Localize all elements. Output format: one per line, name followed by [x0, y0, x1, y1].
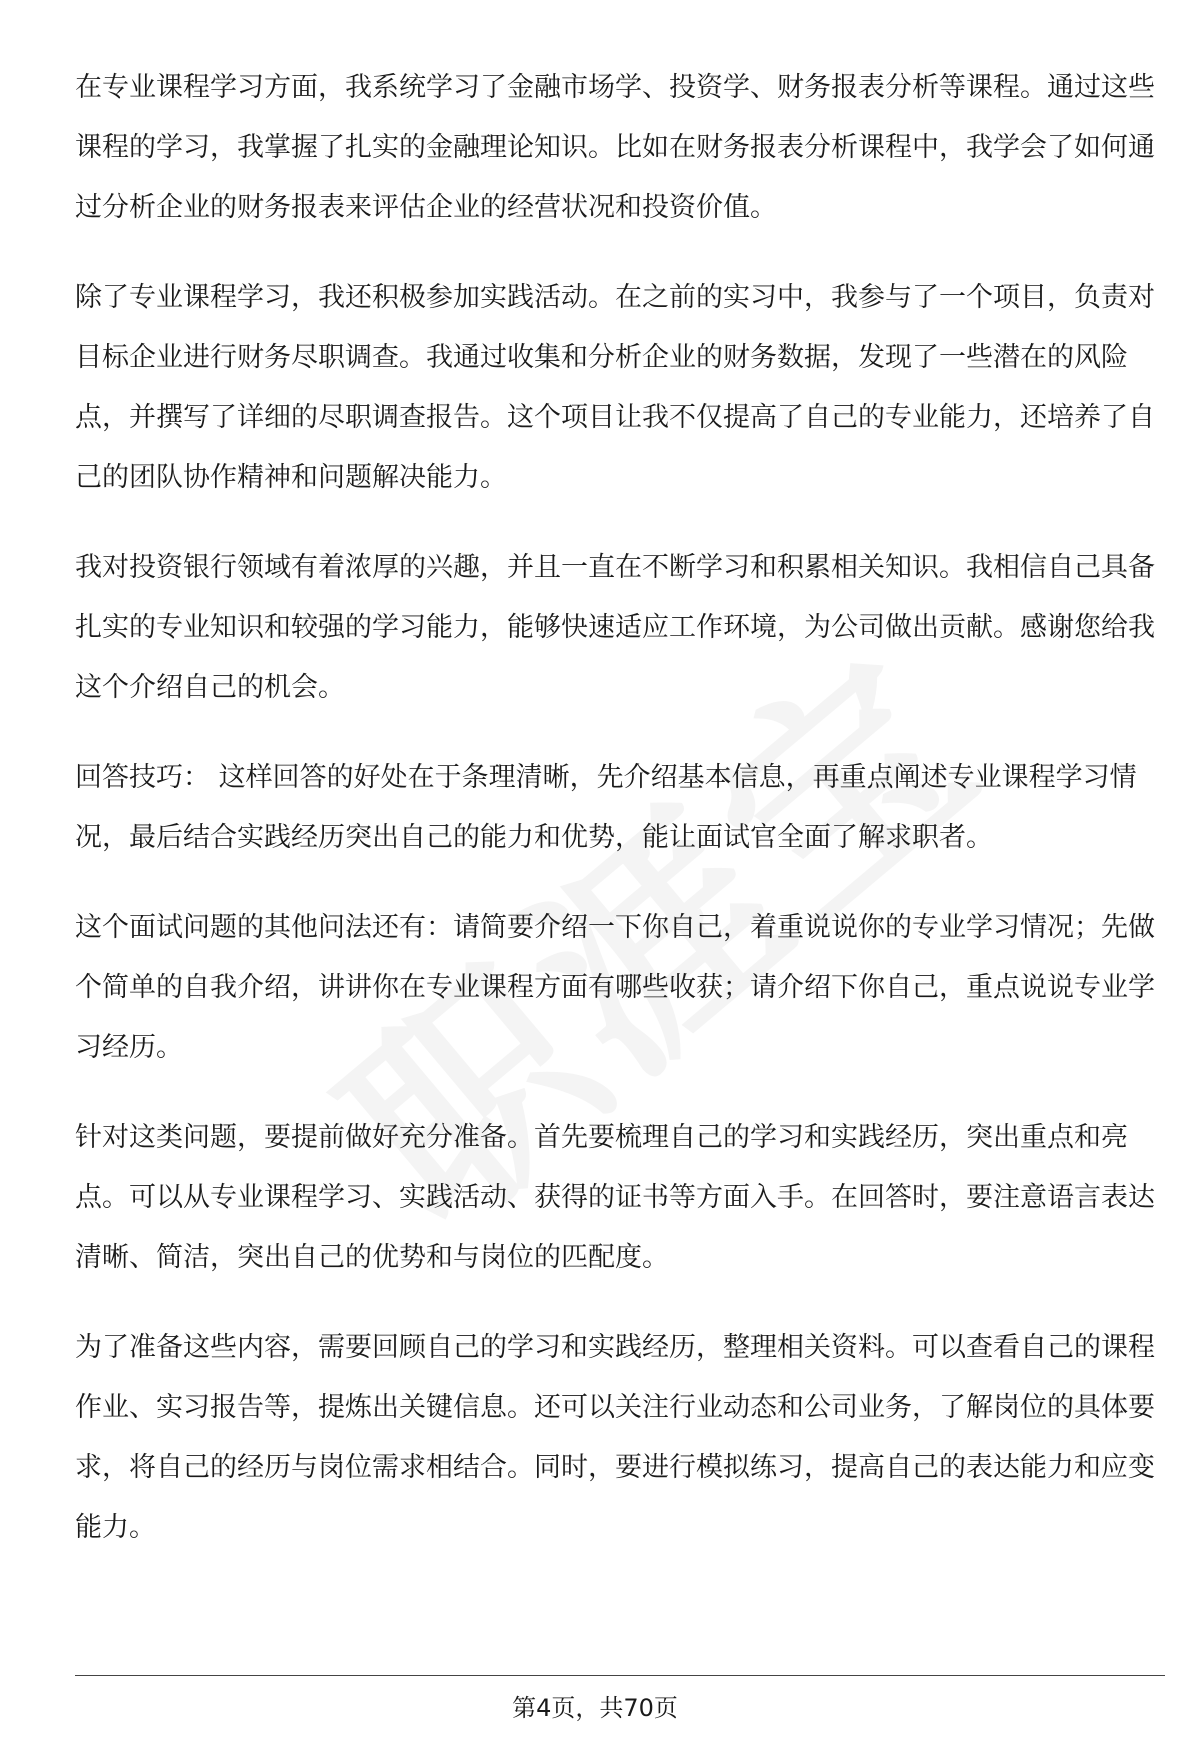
paragraph-preparation: 针对这类问题，要提前做好充分准备。首先要梳理自己的学习和实践经历，突出重点和亮点。可以从专业课程学习、实践活动、获得的证书等方面入手。在回答时，要注意语言表达清晰、简洁，突出自己的优势和与岗位的匹配度。	[75, 1122, 1155, 1273]
page-number: 第4页，共70页	[512, 1694, 678, 1722]
paragraph-alternate-questions: 这个面试问题的其他问法还有：请简要介绍一下你自己，着重说说你的专业学习情况；先做个简单的自我介绍，讲讲你在专业课程方面有哪些收获；请介绍下你自己，重点说说专业学习经历。	[75, 912, 1155, 1063]
footer-divider	[75, 1675, 1165, 1676]
paragraph-answer-tips: 回答技巧： 这样回答的好处在于条理清晰，先介绍基本信息，再重点阐述专业课程学习情况，最后结合实践经历突出自己的能力和优势，能让面试官全面了解求职者。	[75, 762, 1137, 853]
paragraph-interest: 我对投资银行领域有着浓厚的兴趣，并且一直在不断学习和积累相关知识。我相信自己具备扎实的专业知识和较强的学习能力，能够快速适应工作环境，为公司做出贡献。感谢您给我这个介绍自己的机会。	[75, 552, 1155, 703]
paragraph-practice: 除了专业课程学习，我还积极参加实践活动。在之前的实习中，我参与了一个项目，负责对目标企业进行财务尽职调查。我通过收集和分析企业的财务数据，发现了一些潜在的风险点，并撰写了详细的尽职调查报告。这个项目让我不仅提高了自己的专业能力，还培养了自己的团队协作精神和问题解决能力。	[75, 282, 1155, 493]
paragraph-course-study: 在专业课程学习方面，我系统学习了金融市场学、投资学、财务报表分析等课程。通过这些课程的学习，我掌握了扎实的金融理论知识。比如在财务报表分析课程中，我学会了如何通过分析企业的财务报表来评估企业的经营状况和投资价值。	[75, 72, 1155, 223]
paragraph-review: 为了准备这些内容，需要回顾自己的学习和实践经历，整理相关资料。可以查看自己的课程作业、实习报告等，提炼出关键信息。还可以关注行业动态和公司业务，了解岗位的具体要求，将自己的经历与岗位需求相结合。同时，要进行模拟练习，提高自己的表达能力和应变能力。	[75, 1332, 1155, 1543]
document-body	[75, 58, 1165, 1588]
